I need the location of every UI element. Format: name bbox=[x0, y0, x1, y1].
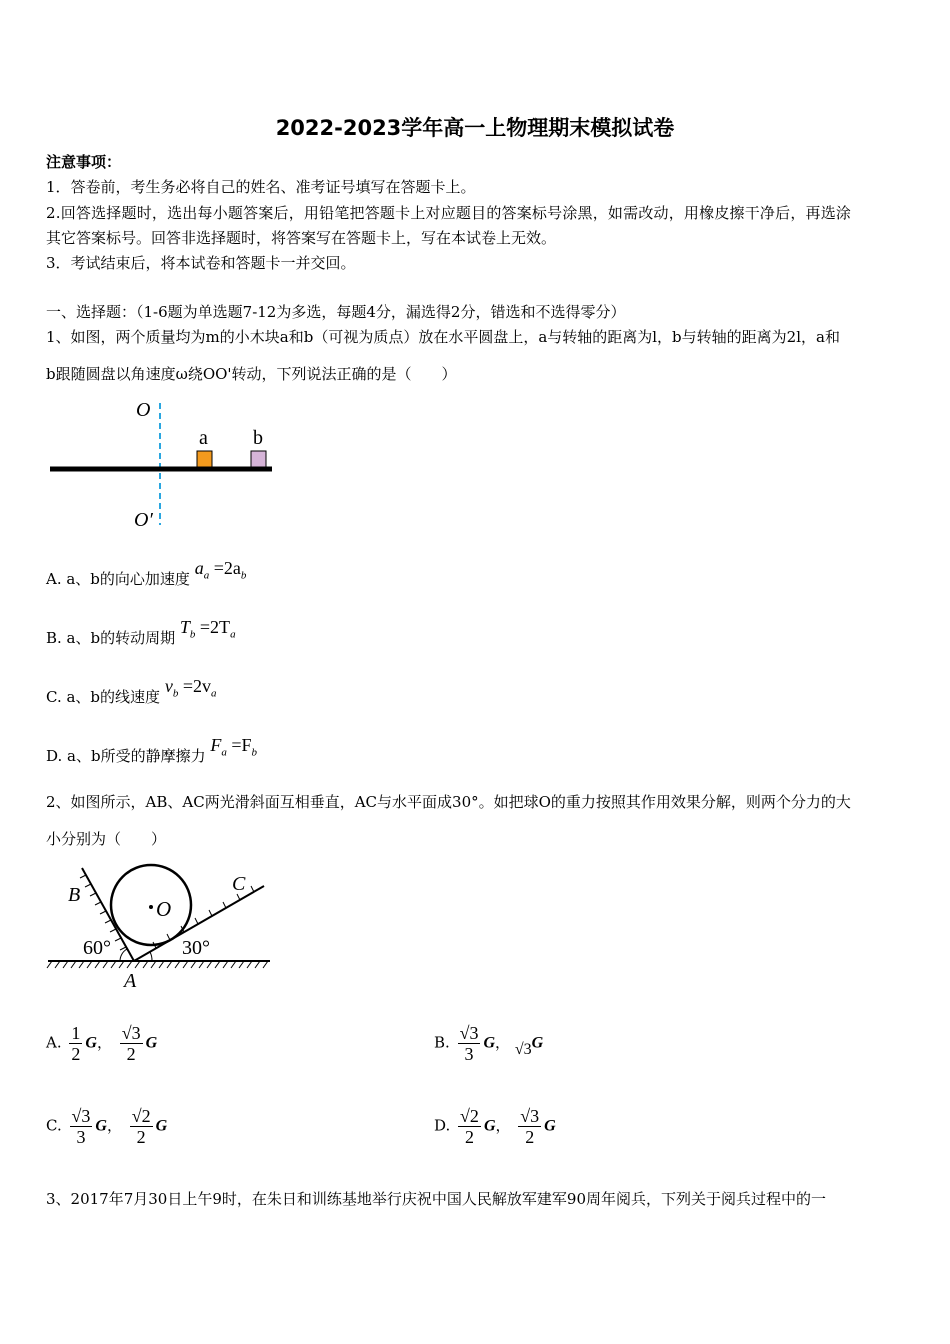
formula: $T_b =2T_a$ bbox=[179, 617, 236, 641]
label-b: b bbox=[253, 427, 263, 449]
block-a bbox=[197, 451, 212, 467]
fraction: $\frac{√3}{3}$ bbox=[459, 1023, 479, 1064]
fraction: $\frac{√3}{2}$ bbox=[520, 1106, 540, 1147]
page-title: 2022-2023学年高一上物理期末模拟试卷 bbox=[275, 116, 675, 140]
label-o-bottom: O′ bbox=[134, 509, 153, 530]
label-o-top: O bbox=[136, 399, 151, 421]
option-d[interactable]: D. a、b所受的静摩擦力 $F_a =F_b$ bbox=[46, 735, 258, 765]
question-1-text: b跟随圆盘以角速度ω绕OO'转动，下列说法正确的是（ ） bbox=[46, 365, 457, 383]
angle-60-label: 60° bbox=[83, 937, 111, 959]
label-a: a bbox=[199, 427, 208, 449]
option-c[interactable]: C. $\frac{√3}{3}$ G， $\frac{√2}{2}$ G bbox=[46, 1106, 168, 1147]
ball-center bbox=[149, 905, 153, 909]
fraction: $\frac{√2}{2}$ bbox=[460, 1106, 479, 1147]
label-a: A bbox=[124, 970, 137, 992]
notice-item: 3．考试结束后，将本试卷和答题卡一并交回。 bbox=[46, 254, 356, 272]
block-b bbox=[251, 451, 266, 467]
incline-figure bbox=[46, 858, 276, 993]
fraction: $\frac{√3}{3}$ bbox=[71, 1106, 91, 1147]
fraction: $\frac{1}{2}$ bbox=[71, 1023, 81, 1064]
option-d[interactable]: D. $\frac{√2}{2}$ G， $\frac{√3}{2}$ G bbox=[434, 1106, 556, 1147]
fraction: $\frac{√2}{2}$ bbox=[131, 1106, 151, 1147]
turntable-figure bbox=[46, 395, 286, 530]
notice-item: 1．答卷前，考生务必将自己的姓名、准考证号填写在答题卡上。 bbox=[46, 178, 476, 196]
option-a[interactable]: A. a、b的向心加速度 $a_a =2a_b$ bbox=[46, 558, 247, 588]
formula: $F_a =F_b$ bbox=[210, 735, 258, 759]
formula: $v_b =2v_a$ bbox=[164, 676, 217, 700]
question-3-text: 3、2017年7月30日上午9时，在朱日和训练基地举行庆祝中国人民解放军建军90周年阅兵，下列关于阅兵过程中的一 bbox=[46, 1190, 826, 1208]
sqrt-value: √3 bbox=[514, 1040, 532, 1058]
label-o: O bbox=[156, 897, 172, 921]
option-a[interactable]: A. $\frac{1}{2}$ G， $\frac{√3}{2}$ G bbox=[46, 1023, 158, 1064]
label-b: B bbox=[68, 884, 81, 906]
label-c: C bbox=[232, 873, 246, 895]
notice-item: 2.回答选择题时，选出每小题答案后，用铅笔把答题卡上对应题目的答案标号涂黑，如需改动，用橡皮擦干净后，再选涂 bbox=[46, 204, 852, 222]
option-b[interactable]: B. $\frac{√3}{3}$ G， √3G bbox=[434, 1023, 544, 1064]
option-c[interactable]: C. a、b的线速度 $v_b =2v_a$ bbox=[46, 676, 217, 706]
question-2-text: 小分别为（ ） bbox=[46, 830, 167, 848]
angle-arc-60 bbox=[120, 949, 127, 961]
fraction: $\frac{√3}{2}$ bbox=[121, 1023, 141, 1064]
question-1-text: 1、如图，两个质量均为m的小木块a和b（可视为质点）放在水平圆盘上，a与转轴的距离为l，b与转轴的距离为2l，a和 bbox=[46, 328, 840, 346]
notice-item: 其它答案标号。回答非选择题时，将答案写在答题卡上，写在本试卷上无效。 bbox=[46, 229, 557, 247]
question-2-text: 2、如图所示，AB、AC两光滑斜面互相垂直，AC与水平面成30°。如把球O的重力按照其作用效果分解，则两个分力的大 bbox=[46, 793, 851, 811]
angle-arc-30 bbox=[150, 952, 152, 961]
formula: $a_a =2a_b$ bbox=[194, 558, 247, 582]
notice-heading: 注意事项： bbox=[46, 153, 122, 171]
angle-30-label: 30° bbox=[182, 937, 210, 959]
ground-hatch bbox=[47, 961, 268, 968]
option-b[interactable]: B. a、b的转动周期 $T_b =2T_a$ bbox=[46, 617, 236, 647]
section-heading: 一、选择题：（1-6题为单选题7-12为多选，每题4分，漏选得2分，错选和不选得零分） bbox=[46, 303, 626, 321]
